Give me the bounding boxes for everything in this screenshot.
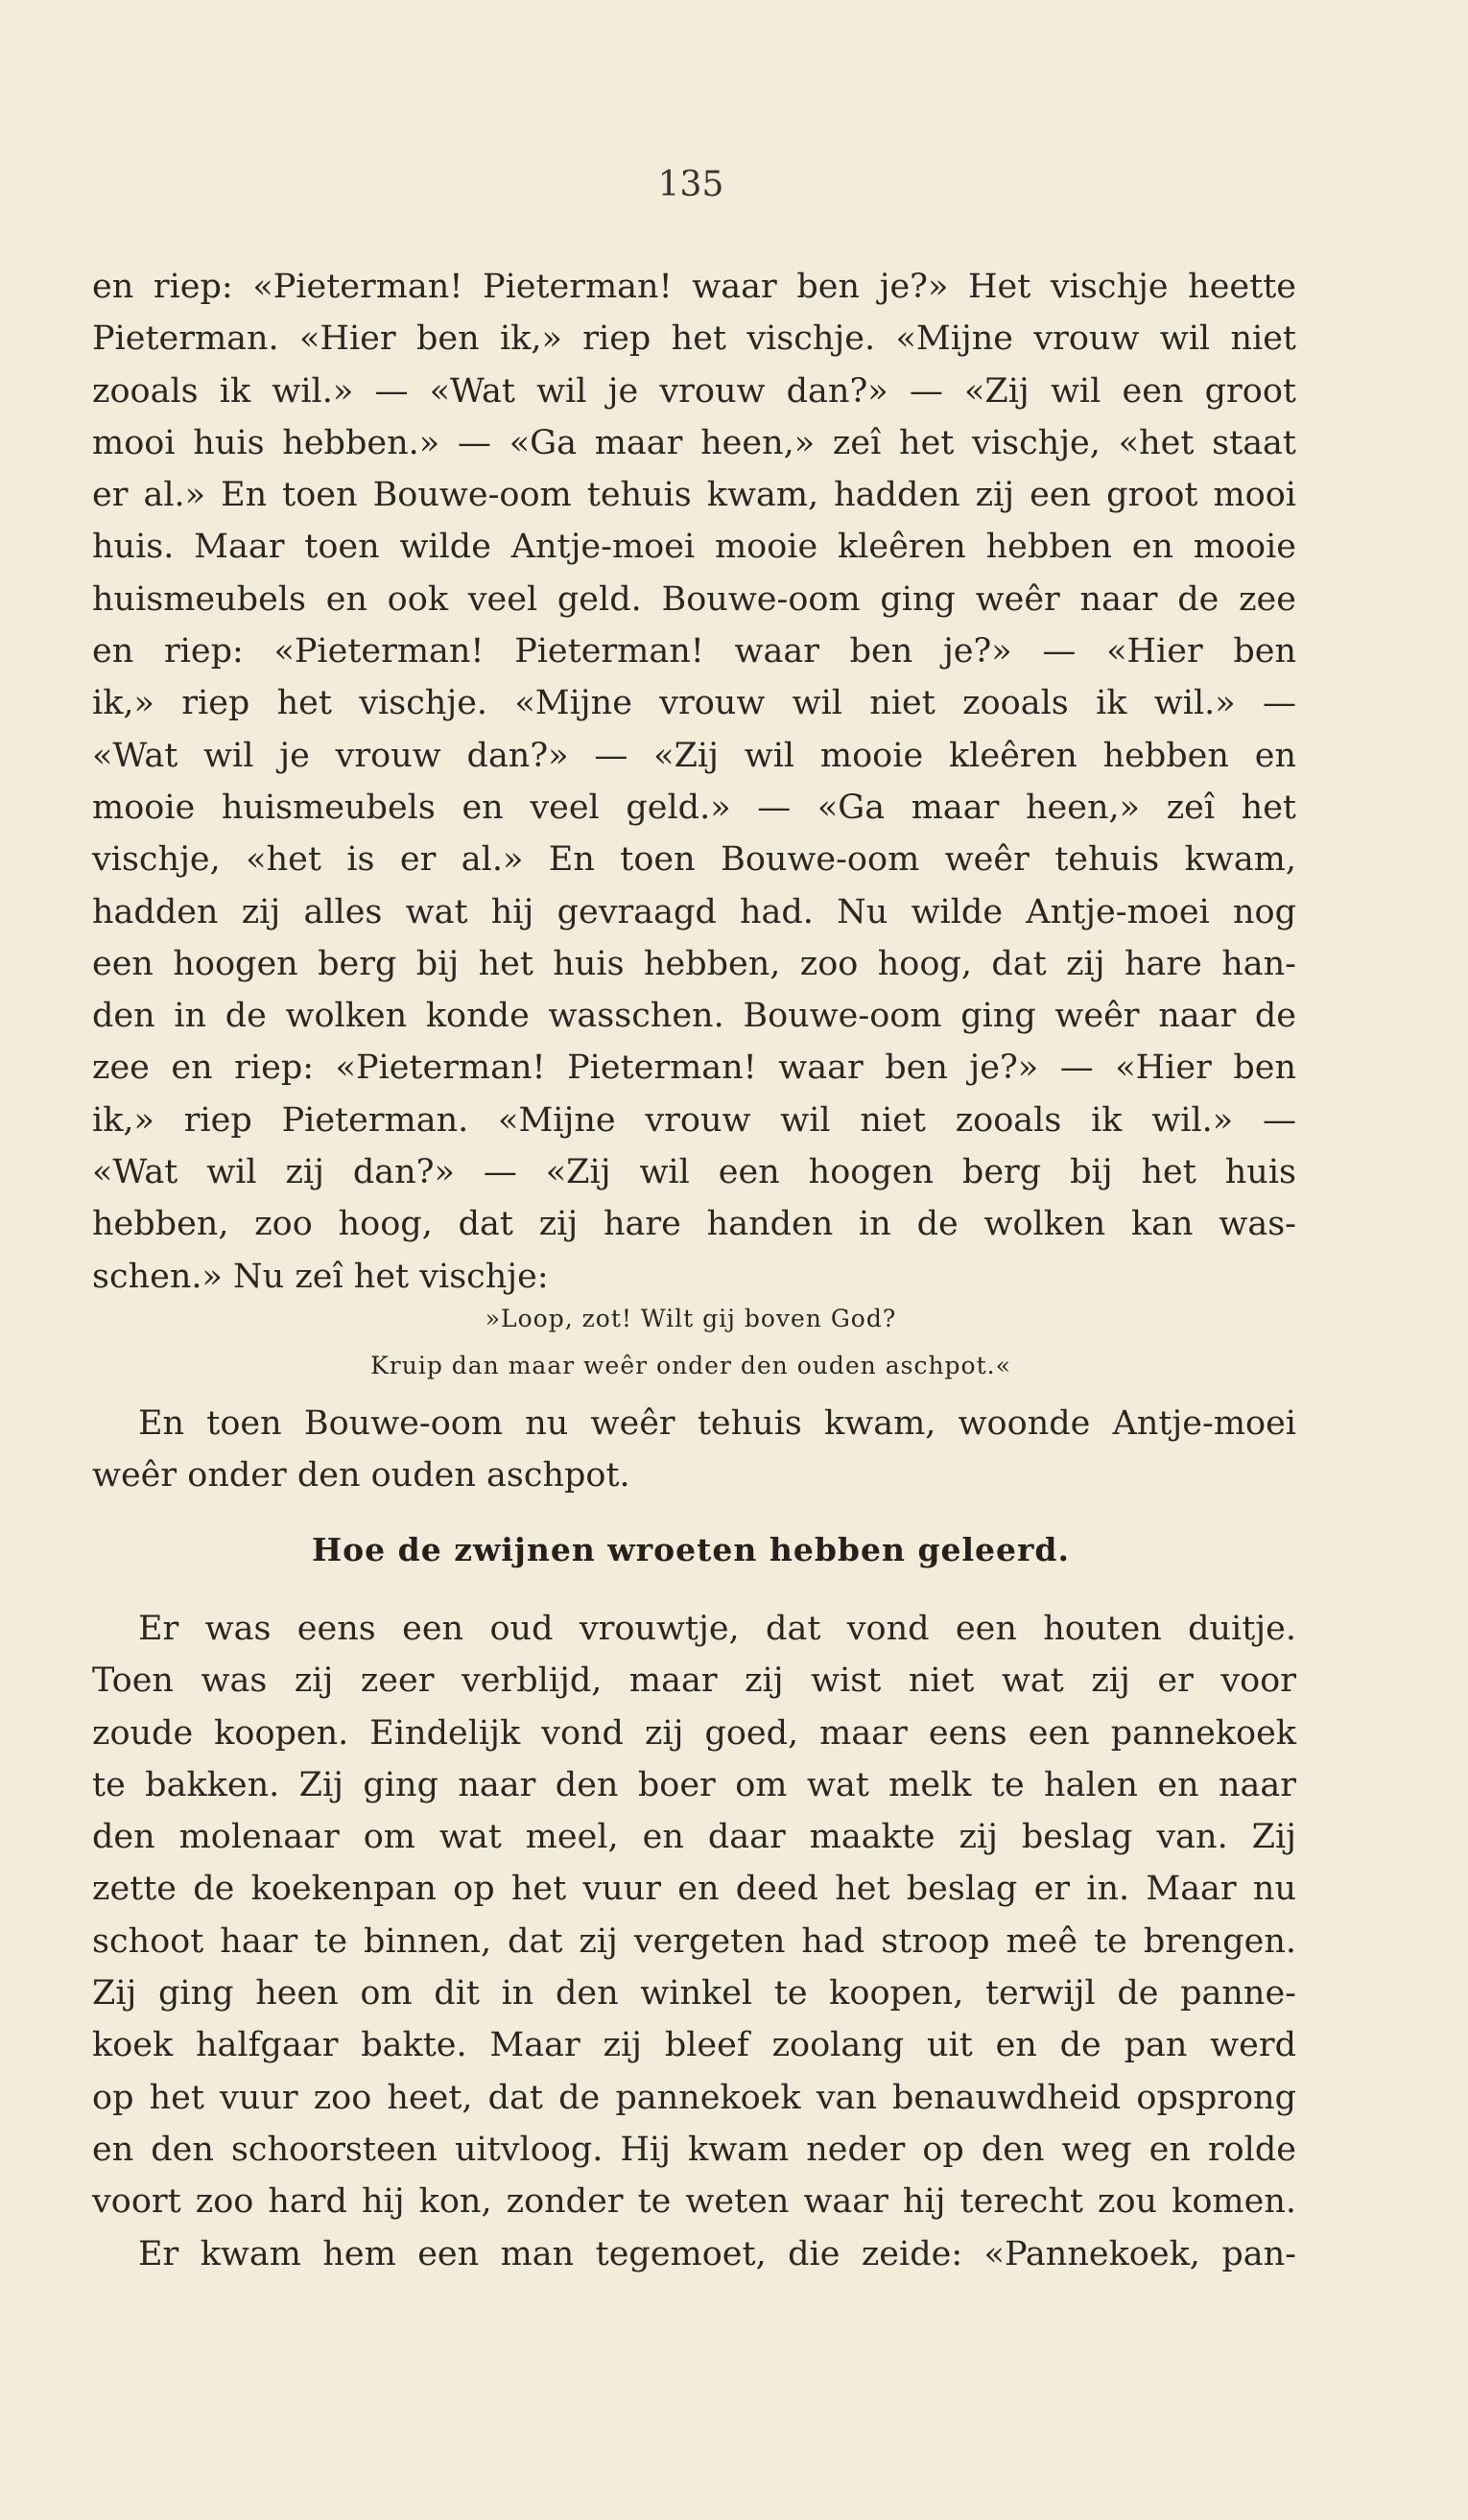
text-line: zooals ik wil.» — «Wat wil je vrouw dan?» — «Zij wil een groot — [92, 371, 1296, 411]
text-line: schen.» Nu zeî het vischje: — [92, 1257, 549, 1296]
text-line: een hoogen berg bij het huis hebben, zoo hoog, dat zij hare han- — [92, 944, 1296, 983]
paragraph-pancake-story — [92, 1603, 1296, 2280]
text-line: op het vuur zoo heet, dat de pannekoek van benauwdheid opsprong — [92, 2078, 1296, 2117]
text-line: Zij ging heen om dit in den winkel te koopen, terwijl de panne- — [92, 1974, 1296, 2014]
text-line: huis. Maar toen wilde Antje-moei mooie kleêren hebben en mooie — [92, 528, 1296, 567]
text-line: Er was eens een oud vrouwtje, dat vond een houten duitje. — [138, 1610, 1296, 1648]
text-line: «Wat wil zij dan?» — «Zij wil een hoogen berg bij het huis — [92, 1153, 1296, 1192]
text-line: huismeubels en ook veel geld. Bouwe-oom ging weêr naar de zee — [92, 579, 1296, 619]
verse-line: Kruip dan maar weêr onder den ouden aschpot.« — [370, 1352, 1011, 1379]
text-line: ik,» riep het vischje. «Mijne vrouw wil niet zooals ik wil.» — — [92, 684, 1296, 723]
text-line: te bakken. Zij ging naar den boer om wat melk te halen en naar — [92, 1765, 1296, 1804]
paragraph-story-ending — [92, 1398, 1296, 1502]
text-line: ik,» riep Pieterman. «Mijne vrouw wil niet zooals ik wil.» — — [92, 1100, 1296, 1140]
text-line: en den schoorsteen uitvloog. Hij kwam neder op den weg en rolde — [92, 2130, 1296, 2169]
text-line: mooie huismeubels en veel geld.» — «Ga maar heen,» zeî het — [92, 788, 1296, 827]
text-line: hebben, zoo hoog, dat zij hare handen in de wolken kan was- — [92, 1205, 1296, 1244]
text-line: Pieterman. «Hier ben ik,» riep het vischje. «Mijne vrouw wil niet — [92, 319, 1296, 359]
text-line: weêr onder den ouden aschpot. — [92, 1456, 630, 1496]
section-heading: Hoe de zwijnen wroeten hebben geleerd. — [311, 1531, 1070, 1568]
text-line: Er kwam hem een man tegemoet, die zeide: «Pannekoek, pan- — [138, 2234, 1296, 2273]
text-line: «Wat wil je vrouw dan?» — «Zij wil mooie kleêren hebben en — [92, 736, 1296, 775]
text-line: voort zoo hard hij kon, zonder te weten waar hij terecht zou komen. — [92, 2182, 1296, 2222]
text-line: en riep: «Pieterman! Pieterman! waar ben je?» Het vischje heette — [92, 268, 1296, 306]
text-line: schoot haar te binnen, dat zij vergeten had stroop meê te brengen. — [92, 1921, 1296, 1961]
text-line: zette de koekenpan op het vuur en deed het beslag er in. Maar nu — [92, 1870, 1296, 1909]
text-line: er al.» En toen Bouwe-oom tehuis kwam, hadden zij een groot mooi — [92, 476, 1296, 515]
text-line: den in de wolken konde wasschen. Bouwe-oom ging weêr naar de — [92, 997, 1296, 1036]
text-line: koek halfgaar bakte. Maar zij bleef zoolang uit en de pan werd — [92, 2026, 1296, 2065]
text-line: vischje, «het is er al.» En toen Bouwe-oom weêr tehuis kwam, — [92, 840, 1296, 880]
text-line: zee en riep: «Pieterman! Pieterman! waar ben je?» — «Hier ben — [92, 1048, 1296, 1088]
text-line: den molenaar om wat meel, en daar maakte zij beslag van. Zij — [92, 1818, 1296, 1857]
text-line: zoude koopen. Eindelijk vond zij goed, maar eens een pannekoek — [92, 1713, 1296, 1753]
page-number: 135 — [657, 165, 724, 204]
paragraph-fisherman-story — [92, 261, 1296, 1303]
verse-line: »Loop, zot! Wilt gij boven God? — [485, 1305, 897, 1332]
text-line: mooi huis hebben.» — «Ga maar heen,» zeî het vischje, «het staat — [92, 423, 1296, 462]
text-line: en riep: «Pieterman! Pieterman! waar ben je?» — «Hier ben — [92, 632, 1296, 671]
text-line: Toen was zij zeer verblijd, maar zij wist niet wat zij er voor — [92, 1661, 1296, 1701]
text-line: En toen Bouwe-oom nu weêr tehuis kwam, woonde Antje-moei — [138, 1404, 1296, 1443]
text-line: hadden zij alles wat hij gevraagd had. Nu wilde Antje-moei nog — [92, 892, 1296, 931]
